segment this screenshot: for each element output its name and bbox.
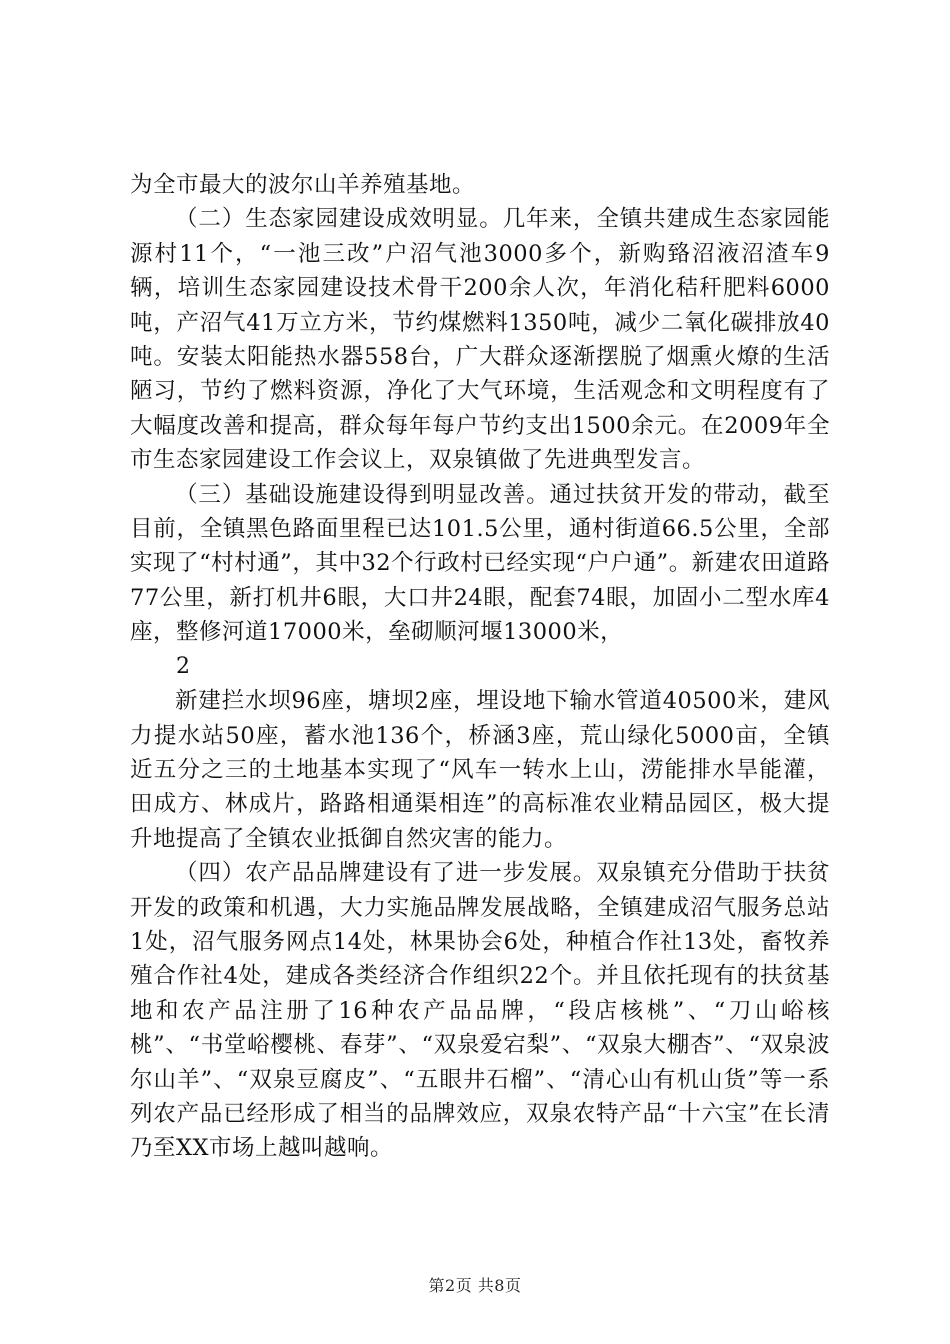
paragraph-water-works: 新建拦水坝96座，塘坝2座，埋设地下输水管道40500米，建风力提水站50座，蓄水池136个，桥涵3座，荒山绿化5000亩，全镇近五分之三的土地基本实现了“风车一转水上山，涝能排水旱能灌，田成方、林成片，路路相通渠相连”的高标准农业精品园区，极大提升地提高了全镇农业抵御自然灾害的能力。 (130, 688, 830, 852)
paragraph-brand-building: （四）农产品品牌建设有了进一步发展。双泉镇充分借助于扶贫开发的政策和机遇，大力实施品牌发展战略，全镇建成沼气服务总站1处，沼气服务网点14处，林果协会6处，种植合作社13处，畜牧养殖合作社4处，建成各类经济合作组织22个。并且依托现有的扶贫基地和农产品注册了16种农产品品牌，“段店核桃”、“刀山峪核桃”、“书堂峪樱桃、春芽”、“双泉爱宕梨”、“双泉大棚杏”、“双泉波尔山羊”、“双泉豆腐皮”、“五眼井石榴”、“清心山有机山货”等一系列农产品已经形成了相当的品牌效应，双泉农特产品“十六宝”在长清乃至XX市场上越叫越响。 (130, 860, 830, 1162)
paragraph-eco-home: （二）生态家园建设成效明显。几年来，全镇共建成生态家园能源村11个，“一池三改”户沼气池3000多个，新购臵沼液沼渣车9辆，培训生态家园建设技术骨干200余人次，年消化秸秆肥料6000吨，产沼气41万立方米，节约煤燃料1350吨，减少二氧化碳排放40吨。安装太阳能热水器558台，广大群众逐渐摆脱了烟熏火燎的生活陋习，节约了燃料资源，净化了大气环境，生活观念和文明程度有了大幅度改善和提高，群众每年每户节约支出1500余元。在2009年全市生态家园建设工作会议上，双泉镇做了先进典型发言。 (130, 206, 830, 474)
page-footer: 第2页 共8页 (428, 1276, 522, 1295)
document-body (130, 168, 830, 1166)
paragraph-infrastructure: （三）基础设施建设得到明显改善。通过扶贫开发的带动，截至目前，全镇黑色路面里程已达101.5公里，通村街道66.5公里，全部实现了“村村通”，其中32个行政村已经实现“户户通”。新建农田道路77公里，新打机井6眼，大口井24眼，配套74眼，加固小二型水库4座，整修河道17000米，垒砌顺河堰13000米， (130, 481, 830, 646)
paragraph-continuation: 为全市最大的波尔山羊养殖基地。 (130, 172, 476, 198)
page-marker: 2 (176, 653, 191, 679)
